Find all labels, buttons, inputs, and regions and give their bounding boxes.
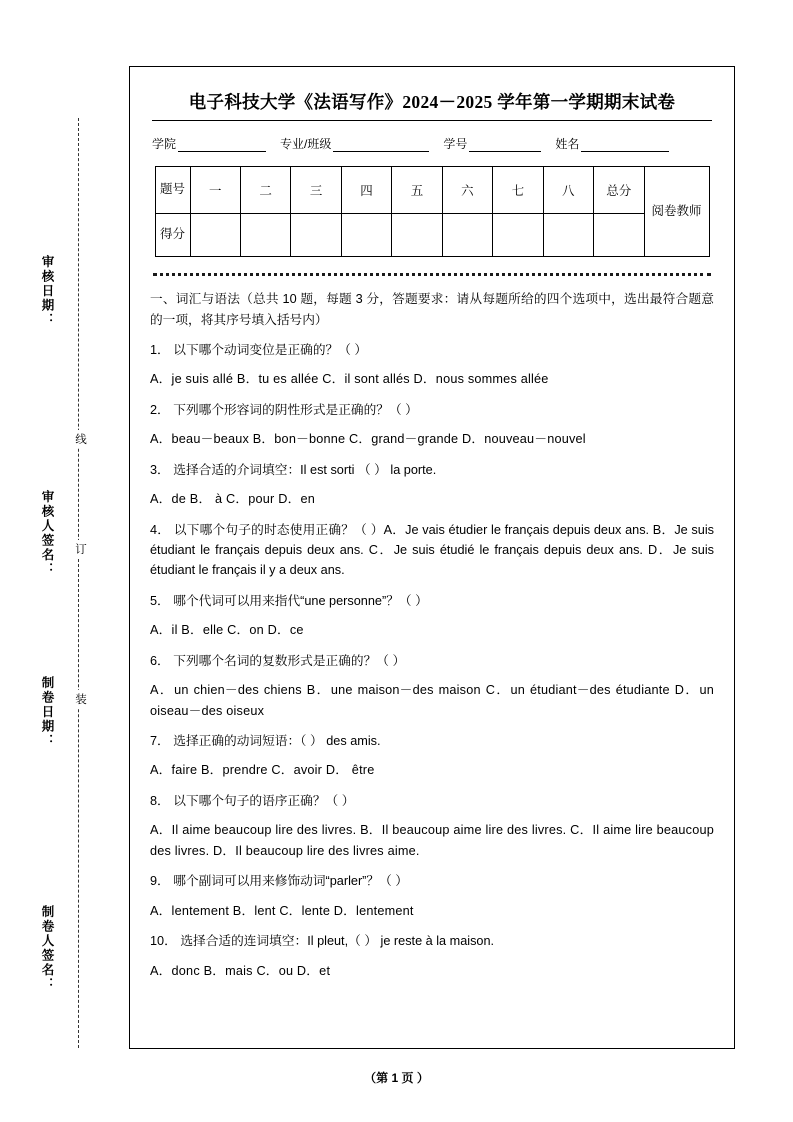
score-cell-3[interactable]: [291, 214, 341, 257]
question-6-stem: 6． 下列哪个名词的复数形式是正确的？（ ）: [150, 653, 406, 668]
score-table-col-4: 四: [341, 167, 391, 214]
vertical-dashed-line: [78, 118, 79, 1048]
page-title: 电子科技大学《法语写作》2024－2025 学年第一学期期末试卷: [188, 92, 676, 112]
student-info-line: [152, 135, 734, 152]
question-3-stem: 3． 选择合适的介词填空：Il est sorti （ ） la porte.: [150, 462, 437, 477]
score-table: [155, 166, 710, 257]
question-1-options: A．je suis allé B．tu es allée C．il sont allés D．nous sommes allée: [150, 372, 549, 387]
question-7-options: A．faire B．prendre C．avoir D． être: [150, 763, 375, 778]
seal-line-label-ding: 订: [72, 540, 88, 558]
question-8-stem: 8． 以下哪个句子的语序正确？（ ）: [150, 794, 355, 809]
score-table-col-2: 二: [240, 167, 290, 214]
seal-line-label-xian: 线: [72, 430, 88, 448]
seal-line-label-zhuang: 装: [72, 690, 88, 708]
score-cell-total[interactable]: [594, 214, 645, 257]
review-date-label: 审核日期：: [40, 255, 54, 328]
score-table-col-5: 五: [392, 167, 442, 214]
reviewer-signature-label: 审核人签名：: [40, 490, 54, 577]
question-8-options: A．Il aime beaucoup lire des livres. B．Il beaucoup aime lire des livres. C．Il aime lire beaucoup des livres. D．Il beaucoup lire des livres aime.: [150, 823, 714, 858]
table-row: [155, 214, 709, 257]
score-table-row-header-score: 得分: [155, 214, 190, 257]
question-10-stem: 10． 选择合适的连词填空：Il pleut,（ ） je reste à la maison.: [150, 934, 495, 949]
score-table-col-total: 总分: [594, 167, 645, 214]
field-label-major-class: 专业/班级: [280, 137, 332, 151]
field-label-student-id: 学号: [443, 137, 468, 151]
score-table-col-7: 七: [493, 167, 543, 214]
field-input-college[interactable]: [178, 138, 266, 152]
page-footer: （第 1 页 ）: [364, 1071, 429, 1085]
exam-paper-frame: [129, 66, 735, 1049]
question-7-stem: 7． 选择正确的动词短语：（ ） des amis.: [150, 734, 381, 749]
score-cell-4[interactable]: [341, 214, 391, 257]
question-4-stem: 4． 以下哪个句子的时态使用正确？（ ）A．Je vais étudier le français depuis deux ans. B．Je suis étudiant le français depuis deux ans. C．Je suis étudié le français depuis deux ans. D．Je suis étudiant le français il y a deux ans.: [150, 522, 714, 578]
question-5-stem: 5． 哪个代词可以用来指代“une personne”？（ ）: [150, 593, 428, 608]
left-margin-strip: [0, 0, 128, 1122]
score-cell-5[interactable]: [392, 214, 442, 257]
question-6-options: A．un chien－des chiens B．une maison－des maison C．un étudiant－des étudiante D．un oiseau－des oiseux: [150, 682, 714, 718]
score-table-row-header-number: 题号: [155, 167, 190, 214]
field-label-name: 姓名: [555, 137, 580, 151]
dotted-separator: [153, 273, 711, 276]
paper-signature-label: 制卷人签名：: [40, 905, 54, 992]
table-row: [155, 167, 709, 214]
paper-date-label: 制卷日期：: [40, 676, 54, 749]
question-9-options: A．lentement B．lent C．lente D．lentement: [150, 903, 414, 918]
exam-content: [150, 289, 714, 981]
question-9-stem: 9． 哪个副词可以用来修饰动词“parler”？（ ）: [150, 874, 408, 889]
score-table-col-8: 八: [543, 167, 593, 214]
score-cell-2[interactable]: [240, 214, 290, 257]
score-table-col-1: 一: [190, 167, 240, 214]
score-cell-1[interactable]: [190, 214, 240, 257]
title-underline: [152, 120, 712, 121]
question-1-stem: 1． 以下哪个动词变位是正确的？（ ）: [150, 343, 368, 358]
field-label-college: 学院: [152, 137, 177, 151]
score-cell-7[interactable]: [493, 214, 543, 257]
question-3-options: A．de B． à C．pour D．en: [150, 492, 315, 507]
question-5-options: A．il B．elle C．on D．ce: [150, 623, 304, 638]
field-input-student-id[interactable]: [469, 138, 541, 152]
question-2-stem: 2． 下列哪个形容词的阴性形式是正确的？（ ）: [150, 403, 418, 418]
score-table-col-3: 三: [291, 167, 341, 214]
score-cell-6[interactable]: [442, 214, 492, 257]
score-table-grader-header: 阅卷教师: [644, 167, 709, 257]
score-table-col-6: 六: [442, 167, 492, 214]
field-input-name[interactable]: [581, 138, 669, 152]
section-heading: 一、词汇与语法（总共 10 题，每题 3 分，答题要求：请从每题所给的四个选项中，选出最符合题意的一项，将其序号填入括号内）: [150, 292, 714, 327]
field-input-major-class[interactable]: [333, 138, 429, 152]
score-cell-8[interactable]: [543, 214, 593, 257]
question-2-options: A．beau－beaux B．bon－bonne C．grand－grande D．nouveau－nouvel: [150, 432, 586, 447]
question-10-options: A．donc B．mais C．ou D．et: [150, 963, 331, 978]
